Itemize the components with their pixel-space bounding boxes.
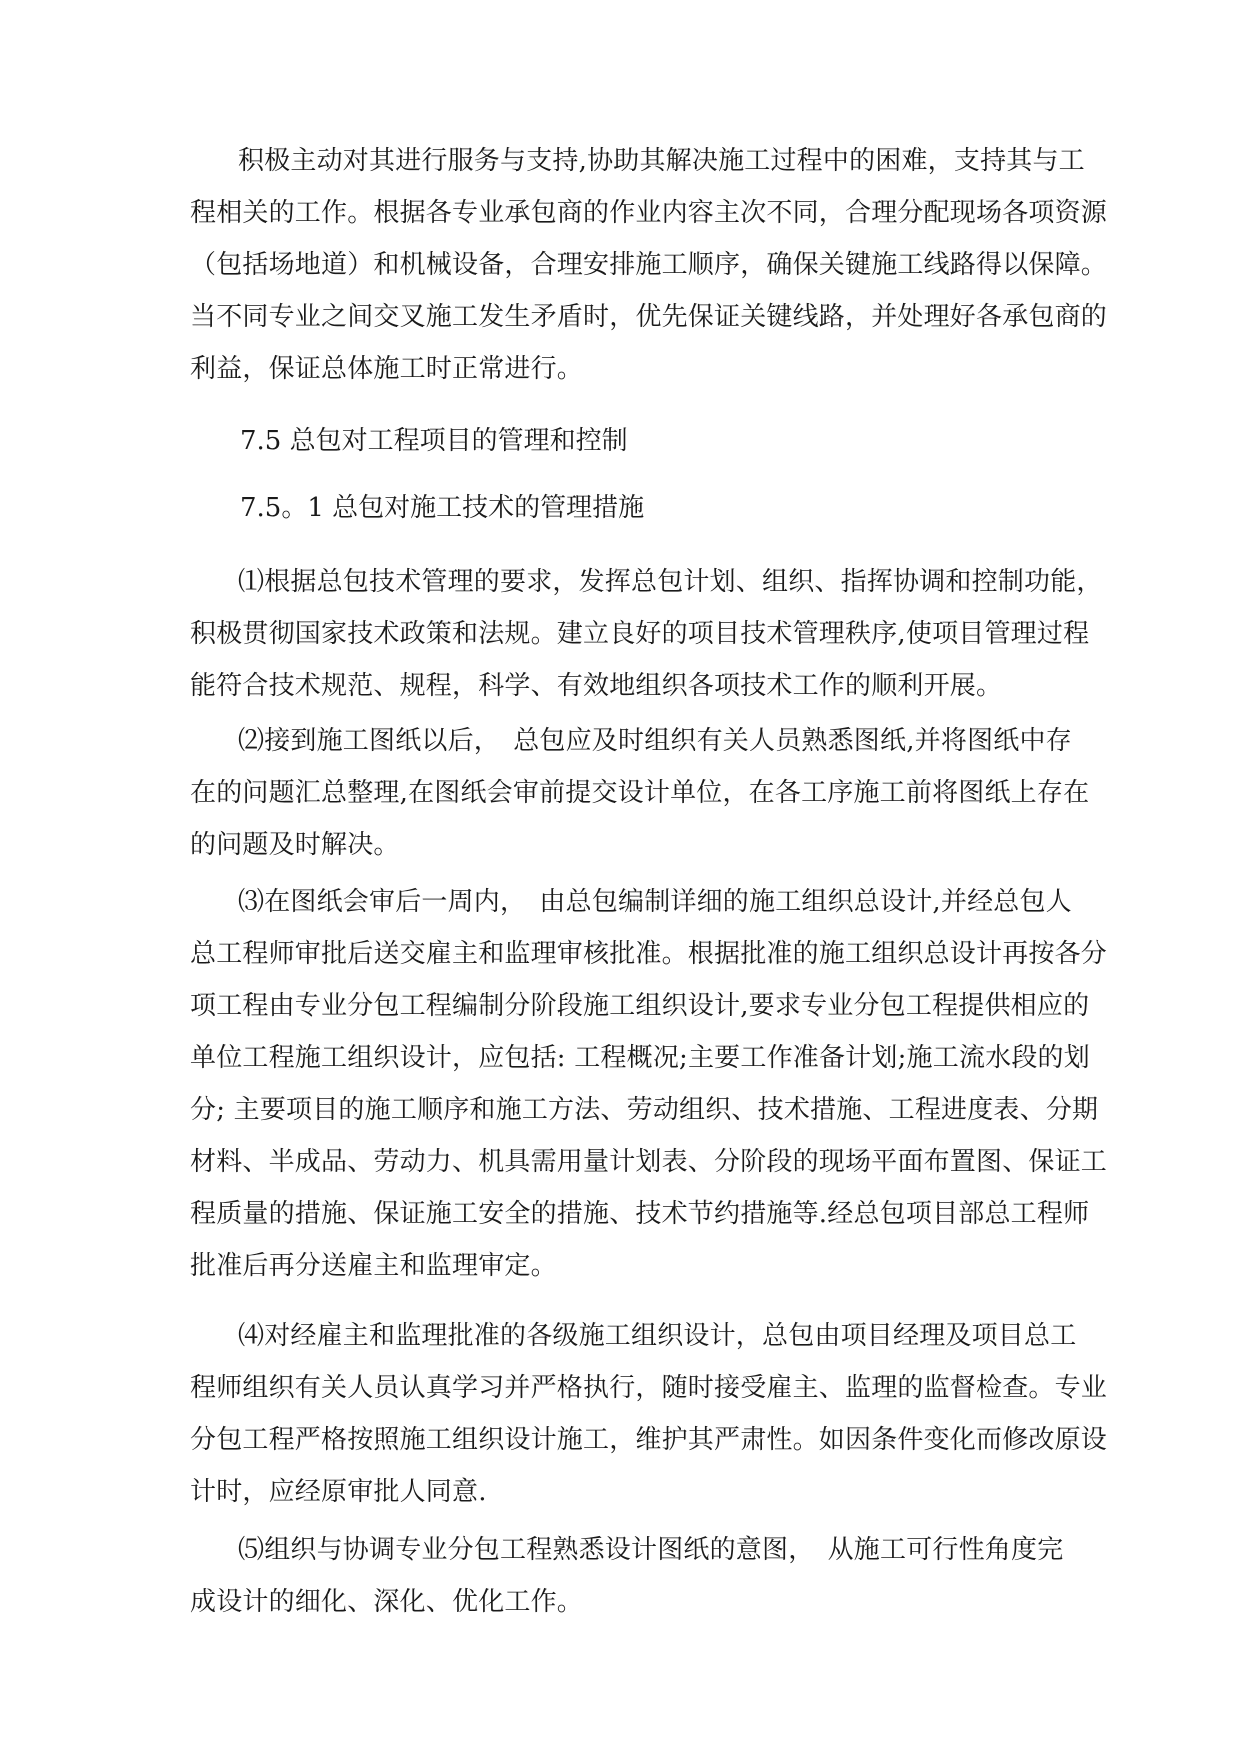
text-line: 利益，保证总体施工时正常进行。 bbox=[190, 354, 584, 384]
text-line: 成设计的细化、深化、优化工作。 bbox=[190, 1587, 584, 1617]
text-line: ⑶在图纸会审后一周内， 由总包编制详细的施工组织总设计,并经总包人 bbox=[238, 887, 1072, 917]
text-line: 程相关的工作。根据各专业承包商的作业内容主次不同，合理分配现场各项资源 bbox=[190, 198, 1108, 228]
text-line: ⑵接到施工图纸以后， 总包应及时组织有关人员熟悉图纸,并将图纸中存 bbox=[238, 726, 1072, 756]
text-line: 分包工程严格按照施工组织设计施工，维护其严肃性。如因条件变化而修改原设 bbox=[190, 1425, 1108, 1455]
text-line: 的问题及时解决。 bbox=[190, 830, 400, 860]
text-line: ⑷对经雇主和监理批准的各级施工组织设计，总包由项目经理及项目总工 bbox=[238, 1321, 1077, 1351]
text-line: ⑸组织与协调专业分包工程熟悉设计图纸的意图， 从施工可行性角度完 bbox=[238, 1535, 1064, 1565]
text-line: 批准后再分送雇主和监理审定。 bbox=[190, 1251, 557, 1281]
subsection-heading-7-5-1: 7.5。1 总包对施工技术的管理措施 bbox=[240, 493, 645, 523]
text-line: ⑴根据总包技术管理的要求，发挥总包计划、组织、指挥协调和控制功能， bbox=[238, 567, 1103, 597]
text-line: 材料、半成品、劳动力、机具需用量计划表、分阶段的现场平面布置图、保证工 bbox=[190, 1147, 1108, 1177]
text-line: 单位工程施工组织设计，应包括: 工程概况;主要工作准备计划;施工流水段的划 bbox=[190, 1043, 1090, 1073]
text-line: 程质量的措施、保证施工安全的措施、技术节约措施等.经总包项目部总工程师 bbox=[190, 1199, 1090, 1229]
text-line: 当不同专业之间交叉施工发生矛盾时，优先保证关键线路，并处理好各承包商的 bbox=[190, 302, 1108, 332]
paragraph-item-2 bbox=[190, 715, 1090, 871]
text-line: 总工程师审批后送交雇主和监理审核批准。根据批准的施工组织总设计再按各分 bbox=[190, 939, 1108, 969]
text-line: 能符合技术规范、规程，科学、有效地组织各项技术工作的顺利开展。 bbox=[190, 671, 1003, 701]
text-line: （包括场地道）和机械设备，合理安排施工顺序，确保关键施工线路得以保障。 bbox=[190, 250, 1108, 280]
paragraph-item-1 bbox=[190, 556, 1103, 712]
text-line: 程师组织有关人员认真学习并严格执行，随时接受雇主、监理的监督检查。专业 bbox=[190, 1373, 1108, 1403]
text-line: 积极主动对其进行服务与支持,协助其解决施工过程中的困难，支持其与工 bbox=[238, 146, 1085, 176]
text-line: 项工程由专业分包工程编制分阶段施工组织设计,要求专业分包工程提供相应的 bbox=[190, 991, 1090, 1021]
text-line: 积极贯彻国家技术政策和法规。建立良好的项目技术管理秩序,使项目管理过程 bbox=[190, 619, 1090, 649]
paragraph-intro bbox=[190, 135, 1108, 395]
paragraph-item-3 bbox=[190, 876, 1108, 1292]
text-line: 分; 主要项目的施工顺序和施工方法、劳动组织、技术措施、工程进度表、分期 bbox=[190, 1095, 1099, 1125]
paragraph-item-5 bbox=[190, 1524, 1064, 1628]
text-line: 计时，应经原审批人同意. bbox=[190, 1477, 487, 1507]
text-line: 在的问题汇总整理,在图纸会审前提交设计单位，在各工序施工前将图纸上存在 bbox=[190, 778, 1090, 808]
paragraph-item-4 bbox=[190, 1310, 1108, 1518]
section-heading-7-5: 7.5 总包对工程项目的管理和控制 bbox=[240, 426, 628, 456]
